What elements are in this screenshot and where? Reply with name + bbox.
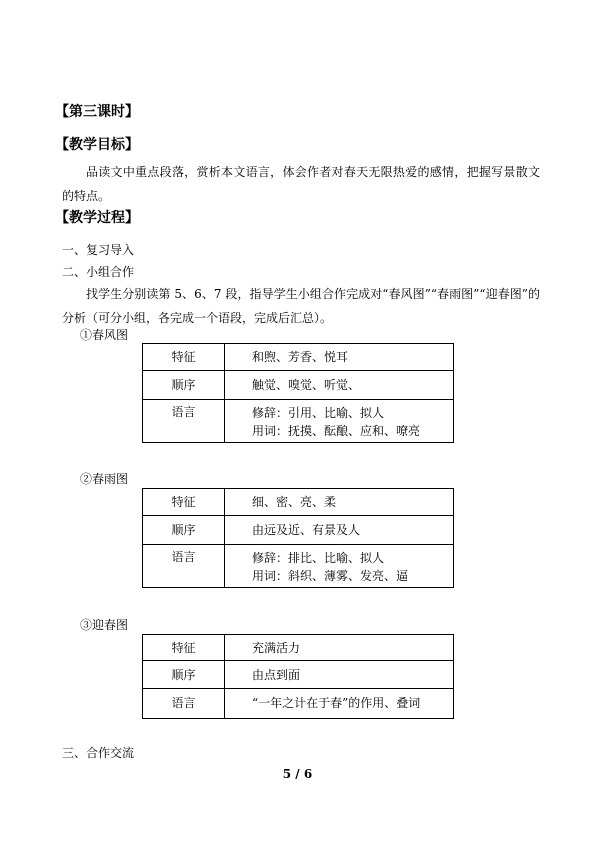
step-group: 二、小组合作 xyxy=(62,265,135,279)
table-row xyxy=(143,371,454,400)
step-review: 一、复习导入 xyxy=(62,243,135,257)
table-cell-value xyxy=(225,545,454,588)
cell-line: 用词：斜织、薄雾、发亮、逼 xyxy=(252,569,409,583)
table-cell-key: 顺序 xyxy=(143,661,225,689)
table-row xyxy=(143,635,454,661)
table-cell-key: 语言 xyxy=(143,689,225,719)
table-cell-key: 特征 xyxy=(143,635,225,661)
table-cell-key: 特征 xyxy=(143,489,225,516)
table-row xyxy=(143,661,454,689)
table-cell-value xyxy=(225,661,454,689)
cell-line: 和煦、芳香、悦耳 xyxy=(252,350,349,364)
cell-line: 充满活力 xyxy=(252,641,301,655)
table-row xyxy=(143,516,454,545)
table-cell-value xyxy=(225,635,454,661)
cell-line: 细、密、亮、柔 xyxy=(252,495,337,509)
table-label-spring-rain: ②春雨图 xyxy=(80,472,129,486)
table-label-welcome-spring: ③迎春图 xyxy=(80,618,129,632)
group-paragraph: 找学生分别读第 5、6、7 段，指导学生小组合作完成对“春风图”“春雨图”“迎春图”的分析（可分小组，各完成一个语段，完成后汇总）。 xyxy=(62,287,540,325)
table-cell-key: 语言 xyxy=(143,545,225,588)
table-cell-value xyxy=(225,516,454,545)
goal-heading: 【教学目标】 xyxy=(55,137,139,153)
goal-paragraph: 品读文中重点段落，赏析本文语言，体会作者对春天无限热爱的感情，把握写景散文的特点。 xyxy=(62,165,540,203)
table-cell-value xyxy=(225,489,454,516)
cell-line: 由远及近、有景及人 xyxy=(252,523,361,537)
table-label-spring-wind: ①春风图 xyxy=(80,328,129,342)
page-number: 5 / 6 xyxy=(282,767,313,781)
table-row xyxy=(143,689,454,719)
process-heading: 【教学过程】 xyxy=(55,210,139,226)
table-welcome-spring xyxy=(142,634,454,719)
cell-line: 修辞：引用、比喻、拟人 xyxy=(252,406,385,420)
table-row xyxy=(143,344,454,371)
table-row xyxy=(143,489,454,516)
table-spring-rain xyxy=(142,488,454,588)
table-cell-value xyxy=(225,344,454,371)
table-cell-key: 顺序 xyxy=(143,516,225,545)
lesson-heading: 【第三课时】 xyxy=(55,104,139,120)
cell-line: 用词：抚摸、酝酿、应和、嘹亮 xyxy=(252,424,421,438)
table-cell-value xyxy=(225,371,454,400)
cell-line: “一年之计在于春”的作用、叠词 xyxy=(252,696,421,710)
cell-line: 由点到面 xyxy=(252,668,301,682)
table-cell-value xyxy=(225,400,454,443)
table-row xyxy=(143,400,454,443)
table-cell-key: 特征 xyxy=(143,344,225,371)
step-exchange: 三、合作交流 xyxy=(62,746,135,760)
table-cell-key: 语言 xyxy=(143,400,225,443)
cell-line: 触觉、嗅觉、听觉、 xyxy=(252,378,361,392)
table-row xyxy=(143,545,454,588)
table-cell-value xyxy=(225,689,454,719)
cell-line: 修辞：排比、比喻、拟人 xyxy=(252,551,385,565)
table-cell-key: 顺序 xyxy=(143,371,225,400)
table-spring-wind xyxy=(142,343,454,443)
